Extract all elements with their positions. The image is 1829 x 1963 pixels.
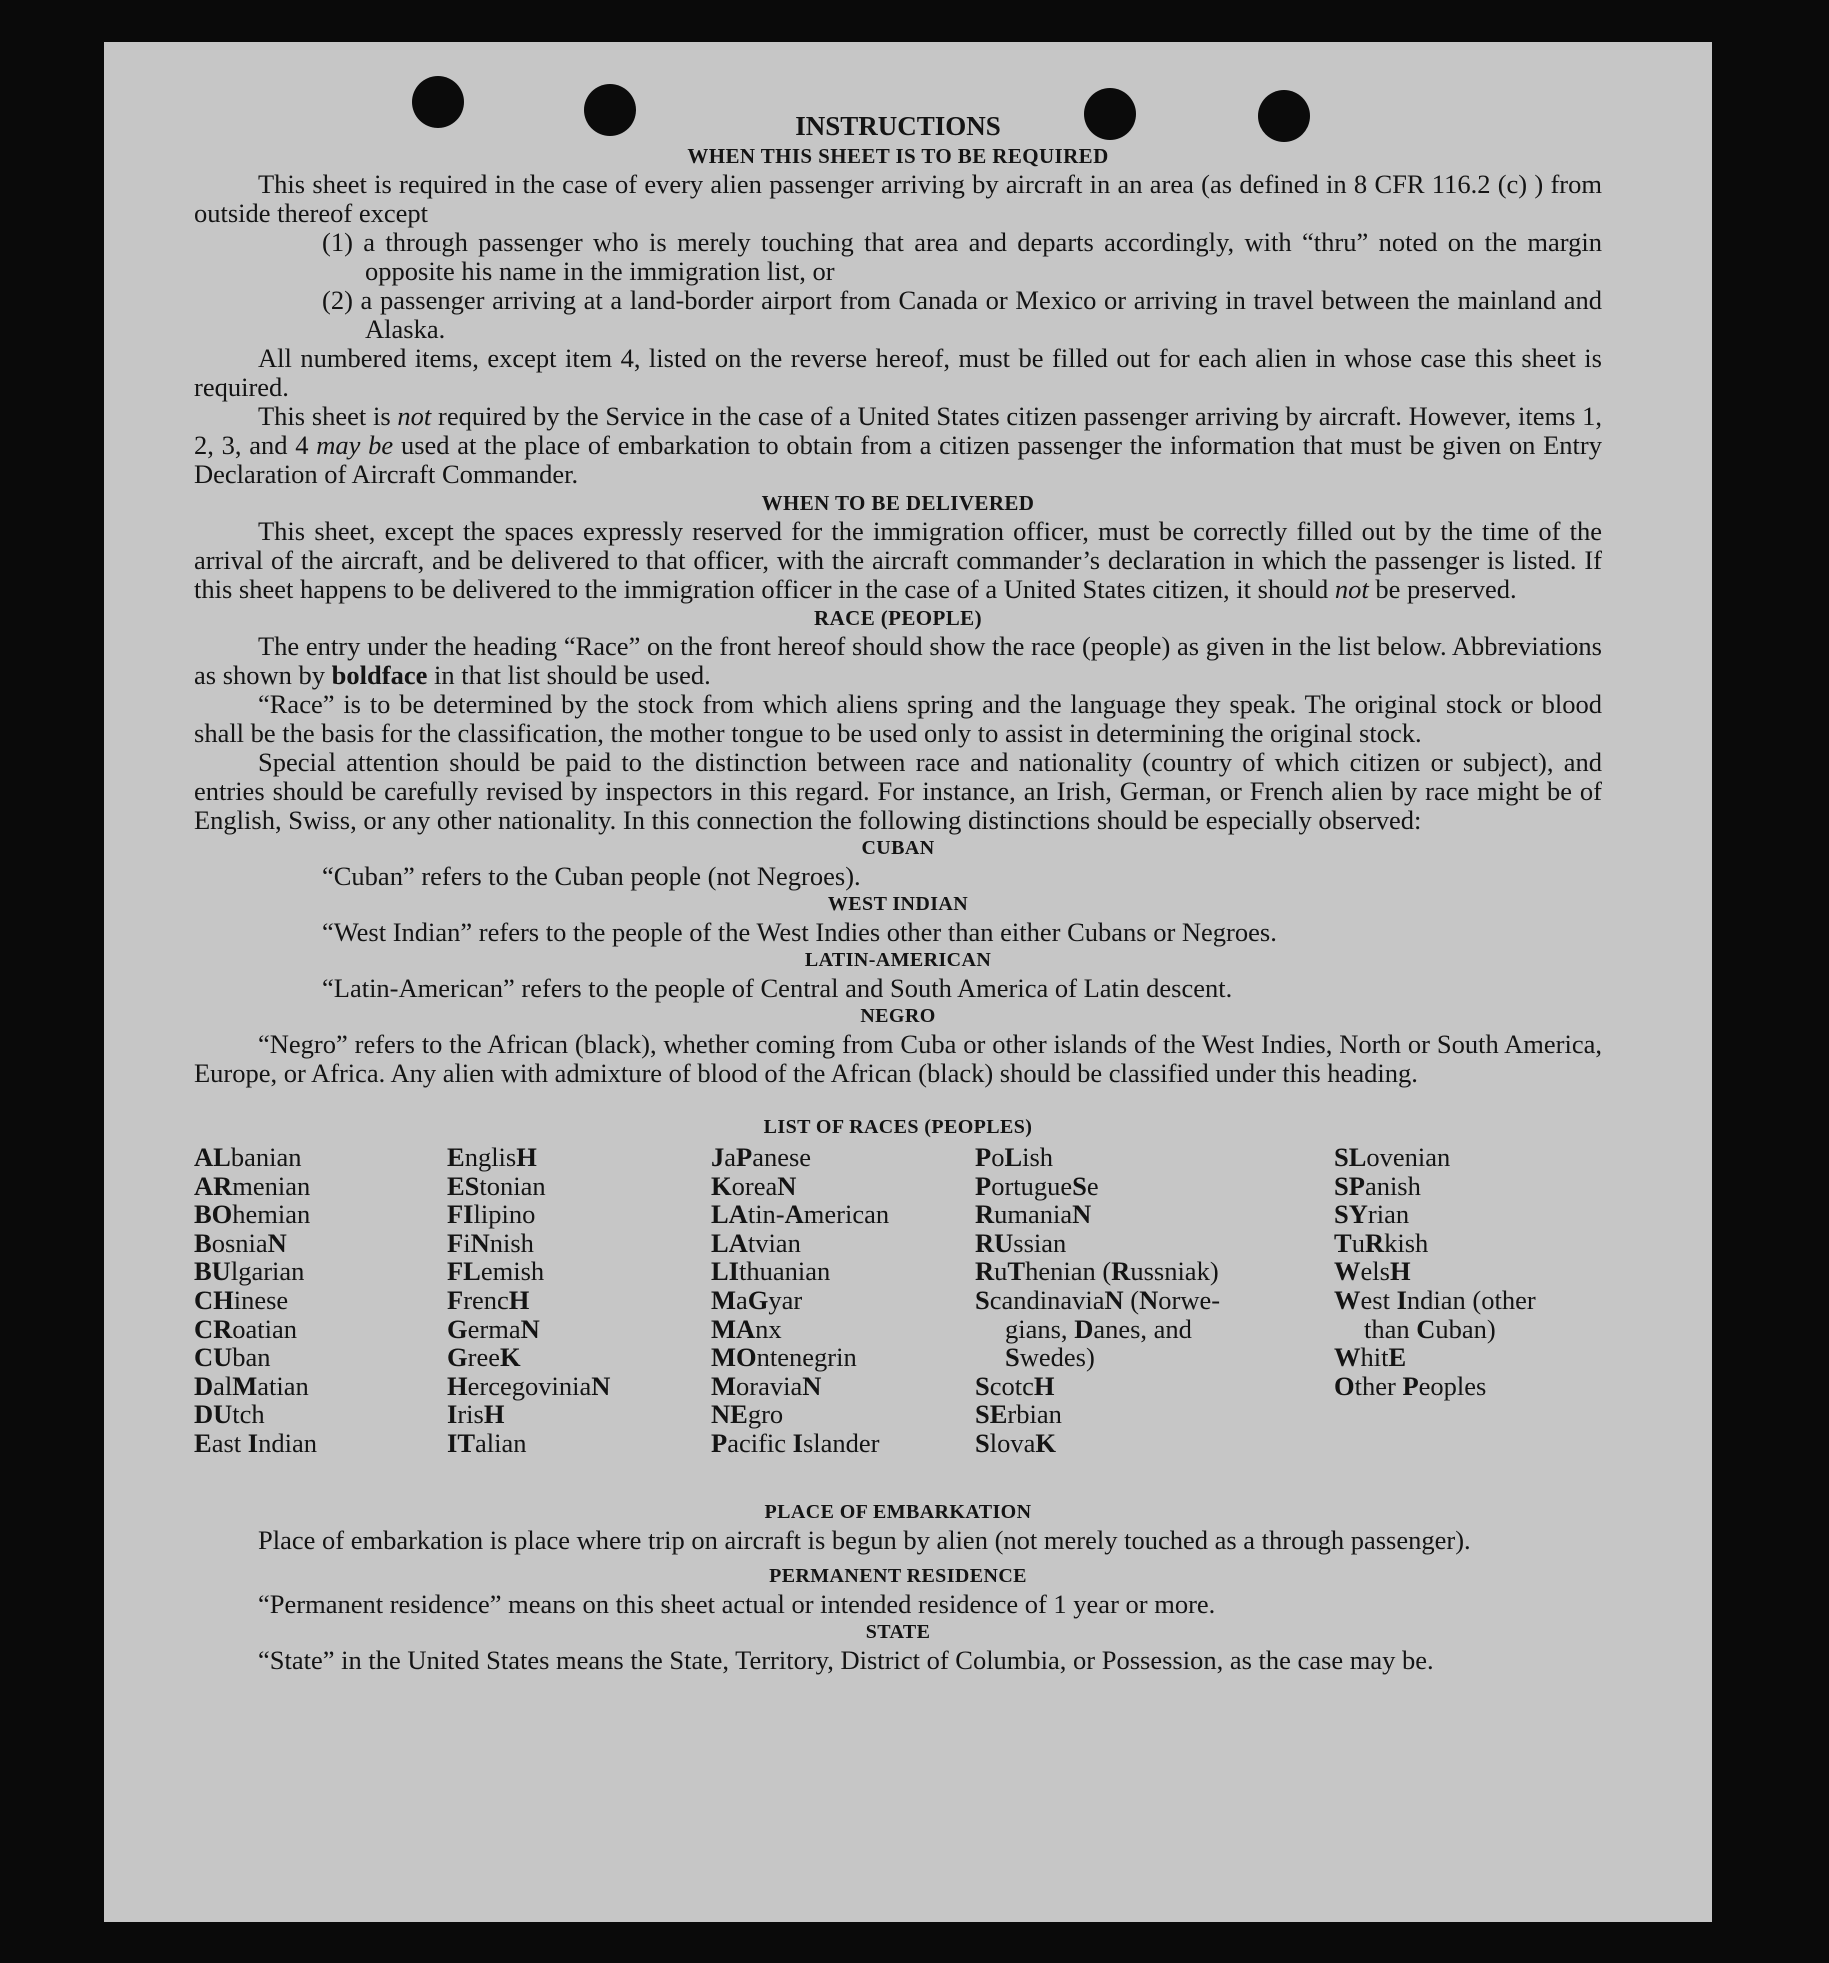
- paragraph: This sheet, except the spaces expressly reserved for the immigration officer, must be correctly filled out by the time of the arrival of the aircraft, and be delivered to that officer, with the aircraft commander’s declaration in which the passenger is listed. If this sheet happens to be delivered to the immigration officer in the case of a United States citizen, it should not be preserved.: [194, 516, 1602, 604]
- section-heading-required: WHEN THIS SHEET IS TO BE REQUIRED: [687, 144, 1109, 168]
- section-heading-state: STATE: [865, 1621, 931, 1643]
- race-entry: MOntenegrin: [711, 1342, 857, 1373]
- race-entry: gians, Danes, and: [1005, 1313, 1192, 1344]
- race-entry: BOhemian: [194, 1199, 311, 1230]
- paragraph: All numbered items, except item 4, listed on the reverse hereof, must be filled out for each alien in whose case this sheet is required.: [194, 343, 1602, 402]
- paragraph: “State” in the United States means the State, Territory, District of Columbia, or Possession, as the case may be.: [258, 1645, 1434, 1675]
- race-entry: SlovaK: [975, 1427, 1056, 1458]
- race-entry: WhitE: [1334, 1342, 1407, 1373]
- race-entry: than Cuban): [1364, 1313, 1496, 1344]
- race-entry: FrencH: [447, 1284, 530, 1315]
- exception-item-2: (2) a passenger arriving at a land-border airport from Canada or Mexico or arriving in travel between the mainland and Alaska.: [322, 285, 1602, 344]
- paragraph: This sheet is required in the case of every alien passenger arriving by aircraft in an area (as defined in 8 CFR 116.2 (c) ) from outside thereof except: [194, 169, 1602, 228]
- race-column: [975, 1143, 1220, 1458]
- paragraph: The entry under the heading “Race” on the front hereof should show the race (people) as given in the list below. Abbreviations as shown by boldface in that list should be used.: [194, 631, 1602, 690]
- race-entry: RuThenian (Russniak): [975, 1256, 1219, 1287]
- paragraph: “Permanent residence” means on this sheet actual or intended residence of 1 year or more.: [258, 1589, 1216, 1619]
- race-entry: ARmenian: [194, 1170, 311, 1201]
- race-entry: ITalian: [447, 1427, 527, 1458]
- race-entry: East Indian: [194, 1427, 317, 1458]
- race-entry: SPanish: [1334, 1170, 1421, 1201]
- race-entry: HercegoviniaN: [447, 1370, 611, 1401]
- race-entry: LIthuanian: [711, 1256, 831, 1287]
- race-entry: ALbanian: [194, 1142, 302, 1172]
- instructions-content: [194, 110, 1602, 1675]
- race-entry: West Indian (other: [1334, 1284, 1536, 1315]
- race-entry: Swedes): [1005, 1342, 1095, 1373]
- race-entry: DUtch: [194, 1399, 265, 1430]
- page-title: INSTRUCTIONS: [795, 111, 1001, 141]
- race-column: [711, 1143, 889, 1458]
- race-entry: EnglisH: [447, 1142, 537, 1172]
- race-entry: JaPanese: [711, 1142, 812, 1172]
- race-entry: WelsH: [1334, 1256, 1411, 1287]
- race-entry: PortugueSe: [975, 1170, 1099, 1201]
- race-entry: FIlipino: [447, 1199, 536, 1230]
- paragraph: This sheet is not required by the Service in the case of a United States citizen passenger arriving by aircraft. However, items 1, 2, 3, and 4 may be used at the place of embarkation to obtain from a citizen passenger the information that must be given on Entry Declaration of Aircraft Commander.: [194, 401, 1602, 489]
- race-entry: MAnx: [711, 1313, 782, 1344]
- race-entry: GreeK: [447, 1342, 521, 1373]
- exception-item-1: (1) a through passenger who is merely touching that area and departs accordingly, with “thru” noted on the margin opposite his name in the immigration list, or: [322, 227, 1602, 286]
- section-heading-list-of-races: LIST OF RACES (PEOPLES): [763, 1116, 1033, 1138]
- document-page: [104, 42, 1712, 1922]
- section-heading-delivered: WHEN TO BE DELIVERED: [761, 491, 1035, 515]
- paragraph: Place of embarkation is place where trip on aircraft is begun by alien (not merely touched as a through passenger).: [258, 1525, 1471, 1555]
- race-entry: IrisH: [447, 1399, 505, 1430]
- race-entry: ScotcH: [975, 1370, 1055, 1401]
- race-entry: Other Peoples: [1334, 1370, 1487, 1401]
- race-entry: CRoatian: [194, 1313, 298, 1344]
- race-entry: SErbian: [975, 1399, 1062, 1430]
- race-entry: MaGyar: [711, 1284, 803, 1315]
- paragraph: “Latin-American” refers to the people of Central and South America of Latin descent.: [322, 973, 1233, 1003]
- race-entry: MoraviaN: [711, 1370, 822, 1401]
- section-heading-negro: NEGRO: [860, 1005, 936, 1027]
- section-heading-permanent-residence: PERMANENT RESIDENCE: [769, 1565, 1027, 1587]
- paragraph: “Race” is to be determined by the stock from which aliens spring and the language they speak. The original stock or blood shall be the basis for the classification, the mother tongue to be used only to assist in determining the original stock.: [194, 689, 1602, 748]
- race-entry: RUssian: [975, 1227, 1067, 1258]
- race-entry: RumaniaN: [975, 1199, 1092, 1230]
- race-list: [194, 1143, 1602, 1499]
- race-entry: Pacific Islander: [711, 1427, 880, 1458]
- paragraph: “Cuban” refers to the Cuban people (not Negroes).: [322, 861, 861, 891]
- race-entry: SYrian: [1334, 1199, 1410, 1230]
- section-heading-race: RACE (PEOPLE): [814, 606, 982, 630]
- race-entry: ScandinaviaN (Norwe-: [975, 1284, 1221, 1315]
- race-entry: BUlgarian: [194, 1256, 305, 1287]
- race-column: [194, 1143, 317, 1458]
- race-entry: BosniaN: [194, 1227, 287, 1258]
- section-heading-west-indian: WEST INDIAN: [827, 893, 969, 915]
- race-column: [1334, 1143, 1536, 1400]
- race-entry: PoLish: [975, 1142, 1054, 1172]
- paragraph: “West Indian” refers to the people of the West Indies other than either Cubans or Negroes.: [322, 917, 1277, 947]
- race-entry: NEgro: [711, 1399, 784, 1430]
- race-entry: TuRkish: [1334, 1227, 1429, 1258]
- race-entry: SLovenian: [1334, 1142, 1451, 1172]
- race-entry: CHinese: [194, 1284, 289, 1315]
- section-heading-cuban: CUBAN: [861, 837, 935, 859]
- section-heading-latin-american: LATIN-AMERICAN: [804, 949, 992, 971]
- race-entry: LAtin-American: [711, 1199, 890, 1230]
- race-entry: GermaN: [447, 1313, 540, 1344]
- race-entry: LAtvian: [711, 1227, 801, 1258]
- race-entry: EStonian: [447, 1170, 546, 1201]
- race-entry: FiNnish: [447, 1227, 534, 1258]
- race-entry: CUban: [194, 1342, 271, 1373]
- race-column: [447, 1143, 610, 1458]
- race-entry: DalMatian: [194, 1370, 309, 1401]
- paragraph: Special attention should be paid to the distinction between race and nationality (country of which citizen or subject), and entries should be carefully revised by inspectors in this regard. For instance, an Irish, German, or French alien by race might be of English, Swiss, or any other nationality. In this connection the following distinctions should be especially observed:: [194, 747, 1602, 835]
- race-entry: KoreaN: [711, 1170, 797, 1201]
- race-entry: FLemish: [447, 1256, 545, 1287]
- paragraph: “Negro” refers to the African (black), whether coming from Cuba or other islands of the West Indies, North or South America, Europe, or Africa. Any alien with admixture of blood of the African (black) should be classified under this heading.: [194, 1029, 1602, 1088]
- section-heading-embarkation: PLACE OF EMBARKATION: [764, 1501, 1032, 1523]
